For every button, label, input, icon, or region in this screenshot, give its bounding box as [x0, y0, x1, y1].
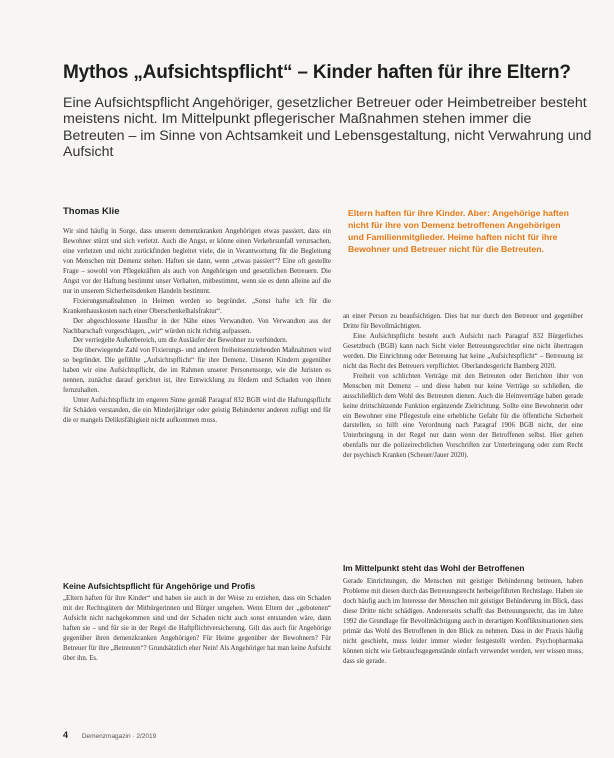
paragraph: Fixierungsmaßnahmen in Heimen werden so begründet. „Sonst hafte ich für die Krankenhauskosten nach einer Oberschenkelhalsfraktur“.	[63, 297, 331, 315]
paragraph: Unter Aufsichtspflicht im engeren Sinne gemäß Paragraf 832 BGB wird die Haftungspflicht für Schäden verstanden, die ein Minderjähriger oder geistig Behinderter anderen zufügt und für die er mangels Deliktsfähigkeit nicht aufkommen muss.	[63, 397, 331, 425]
paragraph: Gerade Einrichtungen, die Menschen mit geistiger Behinderung betreuen, haben Probleme mit diesen durch das Betreuungsrecht herbeigeführten Rechtslage. Haben sie doch häufig auch im Interesse der Menschen mit geistiger Behinderung im Blick, dass diese Dritte nicht schädigen. Andererseits schafft das Betreuungsrecht, das im Jahre 1992 die Grundlage für Bevollmächtigung auch in derartigen Konfliktsituationen stets primär das Wohl des Betroffenen in den Blick zu nehmen. Dass in der Praxis häufig nicht geschieht, muss leider immer wieder festgestellt werden. Psychopharmaka können nicht wie Gebrauchsgegenstände einfach verwendet werden, wer wissen muss, dass sie gerade.	[343, 578, 583, 665]
page-footer	[63, 730, 156, 740]
left-column-text	[63, 227, 331, 592]
paragraph: „Eltern haften für ihre Kinder“ und haben sie auch in der Weise zu erziehen, dass ein Schaden mit der Rechtsgütern der Mitbürgerinnen und Bürger umgehen. Wenn Eltern der „gebotenen“ Aufsicht nicht nachgekommen sind und der Schaden nicht auch sonst entstanden wäre, dann haften sie – und für sie in der Regel die Haftpflichtversicherung. Gilt das auch für Angehörige gegenüber ihren demenzkranken Angehörigen? Für Heime gegenüber der Bewohnern? Für Betreuer für ihre „Betreuten“? Grundsätzlich eher Nein! Als Angehöriger hat man keine Aufsicht über ihn. Es.	[63, 595, 331, 662]
section-heading-left: Keine Aufsichtspflicht für Angehörige und Profis	[63, 581, 256, 591]
article-subtitle: Eine Aufsichtspflicht Angehöriger, gesetzlicher Betreuer oder Heimbetreiber besteht meistens nicht. Im Mittelpunkt pflegerischer Maßnahmen stehen immer die Betreuten – im Sinne von Achtsamkeit und Lebensgestaltung, nicht Verwahrung und Aufsicht	[63, 95, 592, 160]
paragraph: an einer Person zu beaufsichtigen. Dies hat nur durch den Betreuer und gegenüber Dritte für Bevollmächtigten.	[343, 313, 583, 330]
paragraph: Der abgeschlossene Hausflur in der Nähe eines Verwandten. Von Verwandten aus der Nachbarschaft vorgeschlagen, „wir“ würden nicht richtig aufpassen.	[63, 317, 331, 335]
paragraph: Wir sind häufig in Sorge, dass unseren demenzkranken Angehörigen etwas passiert, dass ein Bewohner stürzt und sich verletzt. Auch die Angst, er könne einen Verkehrsunfall verursachen, eine verletzen und nicht zurückfinden begleitet viele, die in Verantwortung für die Begleitung von Menschen mit Demenz stehen. Haften sie dann, wenn „etwas passiert“? Eine oft gestellte Frage – sowohl von Pflegekräften als auch von Angehörigen und gesetzlichen Betreuern. Die Angst vor der Haftung bestimmt unser Verhalten, mitbestimmt, wenn sie es denn alleine auf die nur in unserem Sicherheitsdenken Handeln bestimmt.	[63, 228, 331, 295]
paragraph: Freiheit von schlichten Verträge mit den Betreuten oder Berichten über von Menschen mit Demenz – und diese haben nur keine Verträge so schließen, die ausschließlich dem Wohl des Betreuten dienen. Auch die Heimverträge haben gerade keine drittschützende Funktion ergänzende Zielrichtung. Sollte eine Bewohnerin oder ein Bewohner eine Pflegestufe eine erhebliche Gefahr für die öffentliche Sicherheit darstellen, so hilft eine Verordnung nach Paragraf 1906 BGB nicht, der eine Unterbringung in der Regel nur dann wenn der Betroffenen selbst. Hier gelten ebenfalls nur die polizeirechtlichen Vorschriften zur Unterbringung oder zum Recht der psychisch Kranken (Scheuer/Jauer 2020).	[343, 372, 583, 460]
author-name: Thomas Klie	[63, 206, 120, 217]
left-column-text-2	[63, 594, 331, 712]
section-heading-right: Im Mittelpunkt steht das Wohl der Betroffenen	[343, 563, 525, 573]
publication-name: Demenzmagazin · 2/2019	[81, 733, 157, 740]
pull-quote: Eltern haften für ihre Kinder. Aber: Angehörige haften nicht für ihre von Demenz betroffenen Angehörigen und Familienmitglieder. Heime haften nicht für ihre Bewohner und Betreuer nicht für die Betreuten.	[348, 208, 569, 254]
paragraph: Eine Aufsichtspflicht besteht auch Aufsicht nach Paragraf 832 Bürgerliches Gesetzbuch (BGB) kann nach Sicht vieler Betreuungsrechtler eine nicht übertragen werden. Die Einrichtung oder Betreuung hat keine „Aufsichtspflicht“ – Betreuung ist nicht das Recht des Betreuers verpflichtet. Oberlandesgericht Bamberg 2020.	[343, 332, 583, 370]
right-column-text	[343, 312, 583, 550]
right-column-text-2	[343, 577, 583, 712]
paragraph: Der verriegelte Außenbereich, um die Ausläufer der Bewohner zu verhindern.	[73, 337, 288, 345]
page-number: 4	[63, 730, 69, 740]
paragraph: Die überwiegende Zahl von Fixierungs- und anderen freiheitsentziehenden Maßnahmen wird so begründet. Die gefühlte „Aufsichtspflicht“ für ihre Demenz. Unseren Kindern gegenüber haben wir eine Aufsichtspflicht, die im Rahmen unserer Personensorge, wie die Juristen es nennen, zunächst darauf gerichtet ist, ihre Entwicklung zu fördern und Schaden von ihnen fernzuhalten.	[63, 347, 331, 395]
article-title: Mythos „Aufsichtspflicht“ – Kinder haften für ihre Eltern?	[63, 62, 571, 83]
